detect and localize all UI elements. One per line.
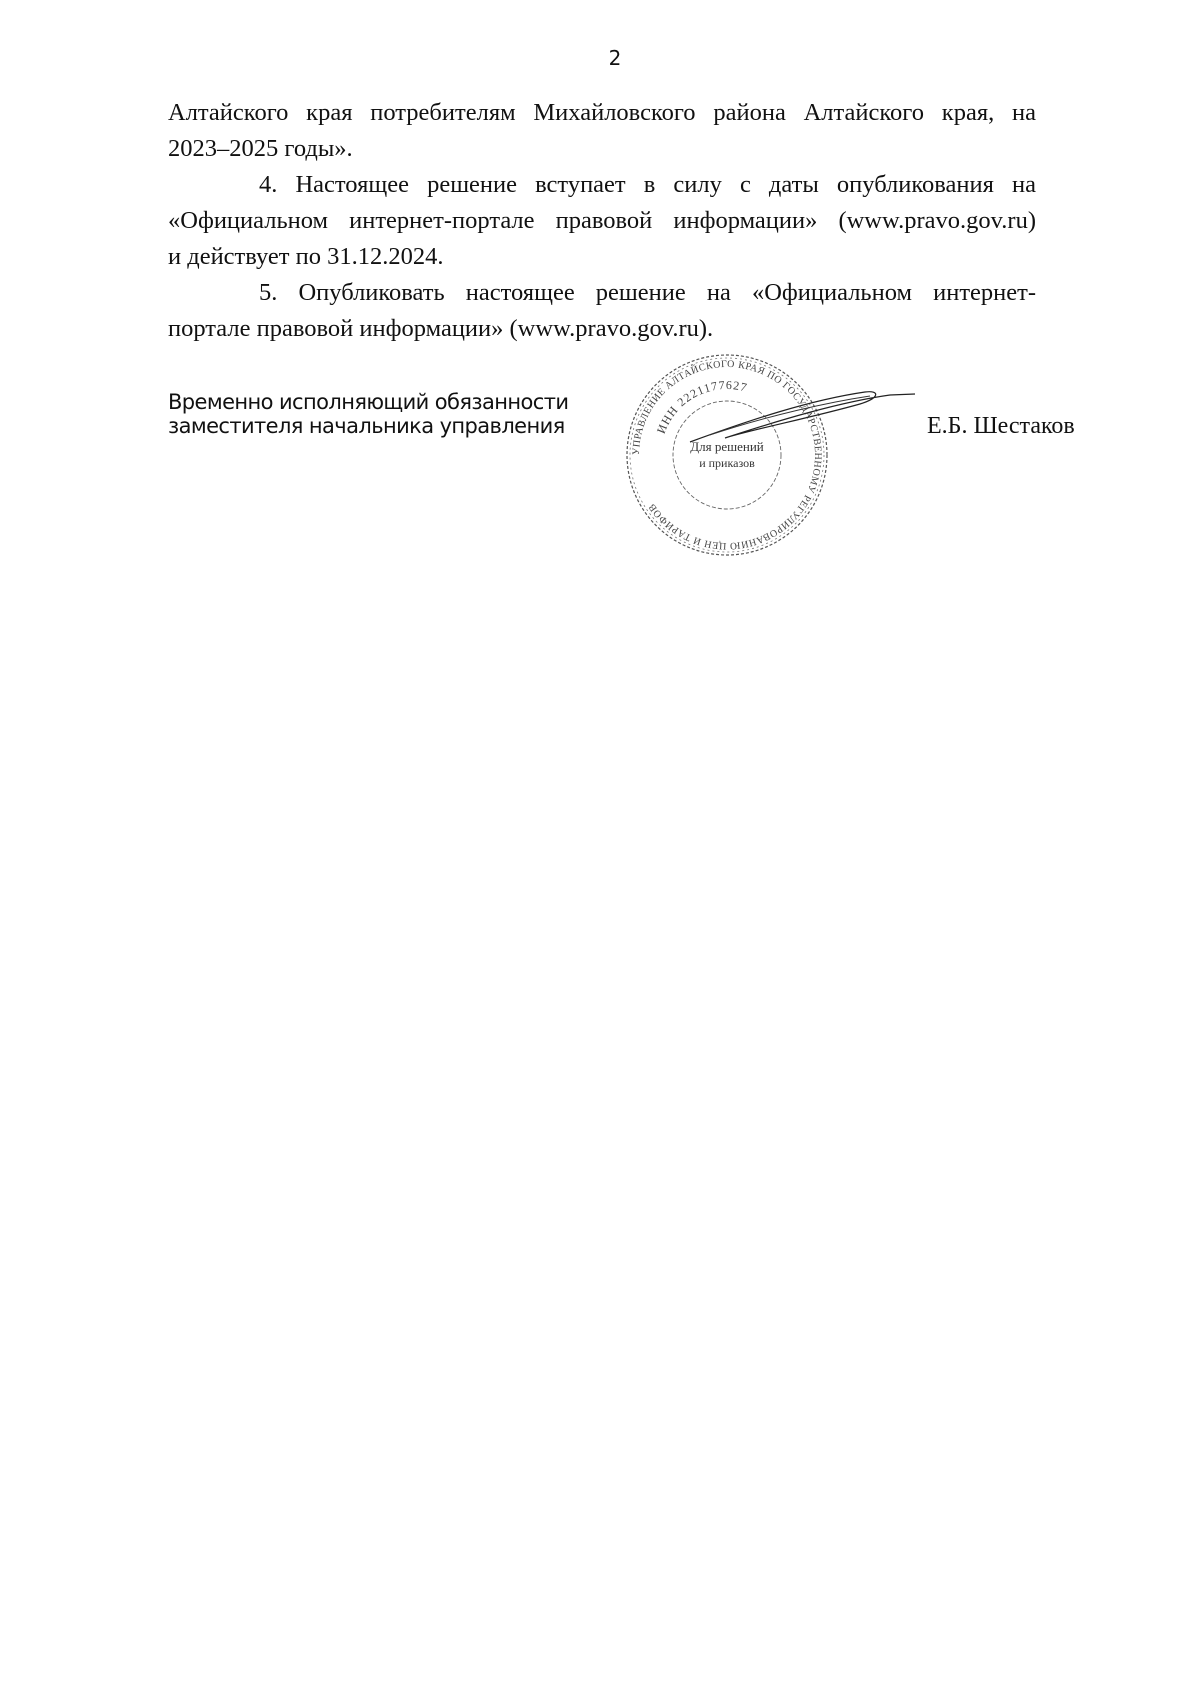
position-line: заместителя начальника управления <box>168 414 565 438</box>
text-line: Алтайского края потребителям Михайловского района Алтайского края, на <box>168 99 1036 126</box>
stamp-outer-text: УПРАВЛЕНИЕ АЛТАЙСКОГО КРАЯ ПО ГОСУДАРСТВЕННОМУ РЕГУЛИРОВАНИЮ ЦЕН И ТАРИФОВ <box>630 358 824 552</box>
text-line: 5. Опубликовать настоящее решение на «Официальном интернет- <box>259 279 1036 306</box>
text-line: 4. Настоящее решение вступает в силу с даты опубликования на <box>259 171 1036 198</box>
text-line: портале правовой информации» (www.pravo.gov.ru). <box>168 315 714 342</box>
document-body <box>168 95 1036 347</box>
signatory-position <box>168 390 568 438</box>
signatory-name: Е.Б. Шестаков <box>927 413 1075 439</box>
text-line: 2023–2025 годы». <box>168 135 353 162</box>
stamp-inn: ИНН 2221177627 <box>653 377 750 436</box>
stamp-center-line: Для решений <box>690 439 764 454</box>
position-line: Временно исполняющий обязанности <box>168 390 569 414</box>
stamp-center-line: и приказов <box>699 456 755 470</box>
handwritten-signature <box>640 377 920 460</box>
text-line: и действует по 31.12.2024. <box>168 243 444 270</box>
page-number: 2 <box>608 46 622 70</box>
text-line: «Официальном интернет-портале правовой информации» (www.pravo.gov.ru) <box>168 207 1036 234</box>
